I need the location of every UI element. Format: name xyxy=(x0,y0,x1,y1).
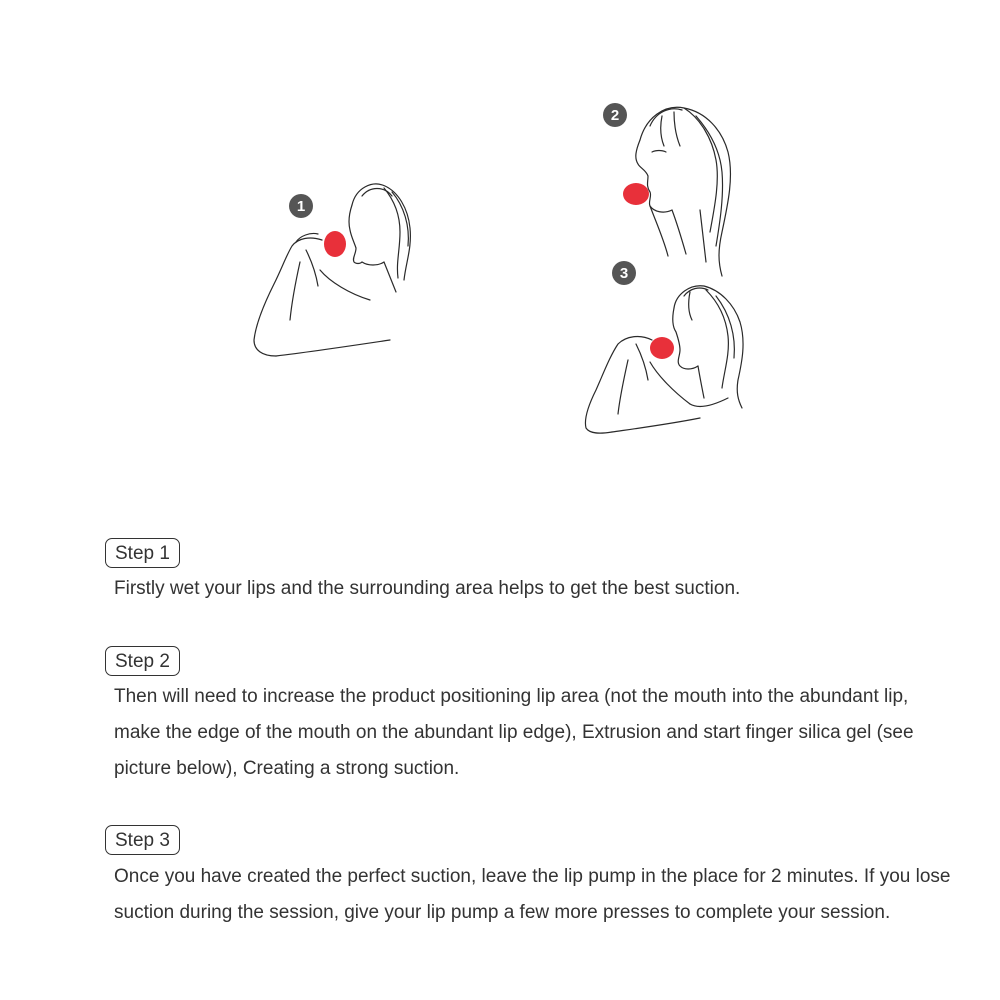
figure-1-illustration xyxy=(254,184,410,356)
instruction-illustrations xyxy=(0,0,1000,480)
lip-pump-figure-2 xyxy=(623,183,649,205)
figure-1-number-badge xyxy=(289,194,313,218)
figure-3-number-badge xyxy=(612,261,636,285)
figure-2-illustration xyxy=(636,107,731,276)
lip-pump-figure-3 xyxy=(650,337,674,359)
figure-2-number-badge xyxy=(603,103,627,127)
figure-1-number: 1 xyxy=(296,198,306,215)
step-1-label: Step 1 xyxy=(105,538,180,568)
figure-2-number: 2 xyxy=(610,107,620,124)
figure-3-illustration xyxy=(585,286,743,433)
step-3-label: Step 3 xyxy=(105,825,180,855)
figure-3-number: 3 xyxy=(619,265,629,282)
step-3-description: Once you have created the perfect suction, leave the lip pump in the place for 2 minutes. If you lose suction during the session, give your lip pump a few more presses to complete your session. xyxy=(114,866,951,923)
step-1-description: Firstly wet your lips and the surrounding area helps to get the best suction. xyxy=(114,578,741,599)
lip-pump-figure-1 xyxy=(324,231,346,257)
step-2-label: Step 2 xyxy=(105,646,180,676)
step-2-description: Then will need to increase the product positioning lip area (not the mouth into the abundant lip, make the edge of the mouth on the abundant lip edge), Extrusion and start finger silica gel (see picture below), Creating a strong suction. xyxy=(114,686,914,779)
